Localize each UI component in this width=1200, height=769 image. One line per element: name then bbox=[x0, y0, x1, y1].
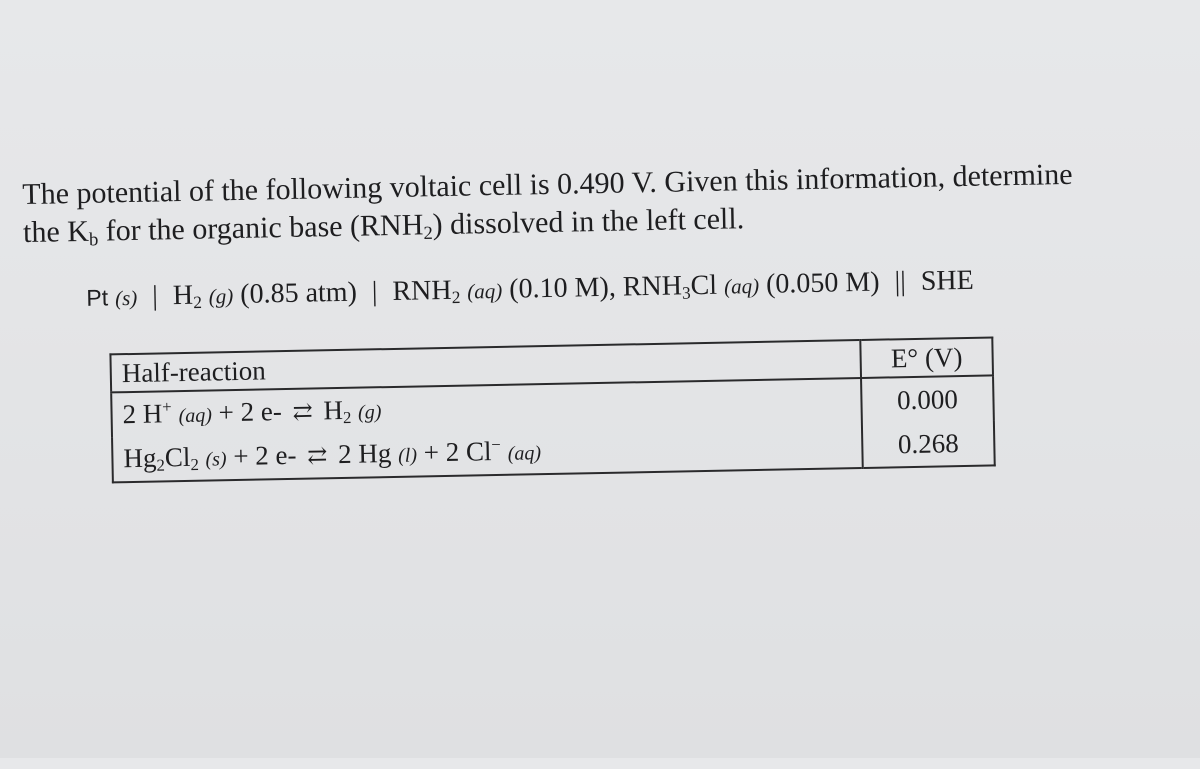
chloride-part: Cl bbox=[690, 269, 718, 302]
rnh2-subscript: 2 bbox=[423, 222, 433, 245]
salt-concentration: (0.050 M) bbox=[765, 266, 880, 300]
half-reaction-table bbox=[109, 336, 995, 483]
potential-value: 0.268 bbox=[862, 421, 995, 469]
state-label: (aq) bbox=[467, 278, 503, 304]
equilibrium-arrow-icon: ⇄ bbox=[292, 399, 313, 426]
header-potential: E° (V) bbox=[860, 337, 993, 378]
state-label: (aq) bbox=[723, 273, 760, 299]
state-label: (aq) bbox=[507, 442, 542, 466]
product: 2 Hg bbox=[337, 438, 392, 470]
subscript: 2 bbox=[190, 455, 200, 475]
phase-boundary: | bbox=[371, 276, 378, 308]
question-text bbox=[22, 154, 1163, 261]
subscript: 2 bbox=[156, 455, 166, 475]
header-half-reaction: Half-reaction bbox=[110, 340, 861, 392]
base-concentration: (0.10 M), bbox=[508, 271, 617, 305]
reactant: 2 H bbox=[122, 398, 163, 430]
state-label: (s) bbox=[114, 285, 138, 311]
potential-value: 0.000 bbox=[861, 375, 994, 423]
subscript: 3 bbox=[681, 283, 691, 303]
organic-base: RNH bbox=[392, 274, 452, 307]
question-line-1: The potential of the following voltaic cell is 0.490 V. Given this information, determine bbox=[22, 157, 1073, 212]
charge: + bbox=[162, 397, 172, 417]
salt-bridge: || bbox=[894, 266, 907, 298]
state-label: (l) bbox=[397, 444, 418, 468]
state-label: (s) bbox=[205, 448, 227, 471]
cell-notation bbox=[86, 263, 974, 323]
subscript: 2 bbox=[342, 407, 352, 428]
charge: − bbox=[491, 435, 501, 455]
phase-boundary: | bbox=[151, 280, 159, 312]
subscript: 2 bbox=[451, 287, 461, 308]
kb-subscript: b bbox=[88, 229, 99, 251]
product: H bbox=[323, 394, 344, 426]
equilibrium-arrow-icon: ⇄ bbox=[307, 443, 328, 470]
electrons: + 2 e- bbox=[218, 396, 283, 428]
conjugate-acid-salt: RNH bbox=[622, 270, 683, 303]
reactant-part: Cl bbox=[164, 442, 191, 473]
subscript: 2 bbox=[193, 292, 203, 313]
product: + 2 Cl bbox=[423, 436, 492, 468]
state-label: (g) bbox=[357, 401, 382, 424]
hydrogen-pressure: (0.85 atm) bbox=[239, 276, 358, 310]
question-text-part: for the organic base (RNH bbox=[97, 208, 424, 248]
kb-symbol: the K bbox=[22, 214, 90, 250]
standard-hydrogen-electrode: SHE bbox=[920, 264, 974, 297]
question-text-end: ) dissolved in the left cell. bbox=[432, 202, 745, 242]
state-label: (g) bbox=[208, 284, 234, 309]
state-label: (aq) bbox=[178, 404, 213, 428]
reactant: Hg bbox=[123, 442, 157, 474]
platinum-electrode: Pt bbox=[86, 284, 109, 311]
electrons: + 2 e- bbox=[233, 440, 297, 472]
hydrogen-gas: H bbox=[172, 279, 194, 312]
